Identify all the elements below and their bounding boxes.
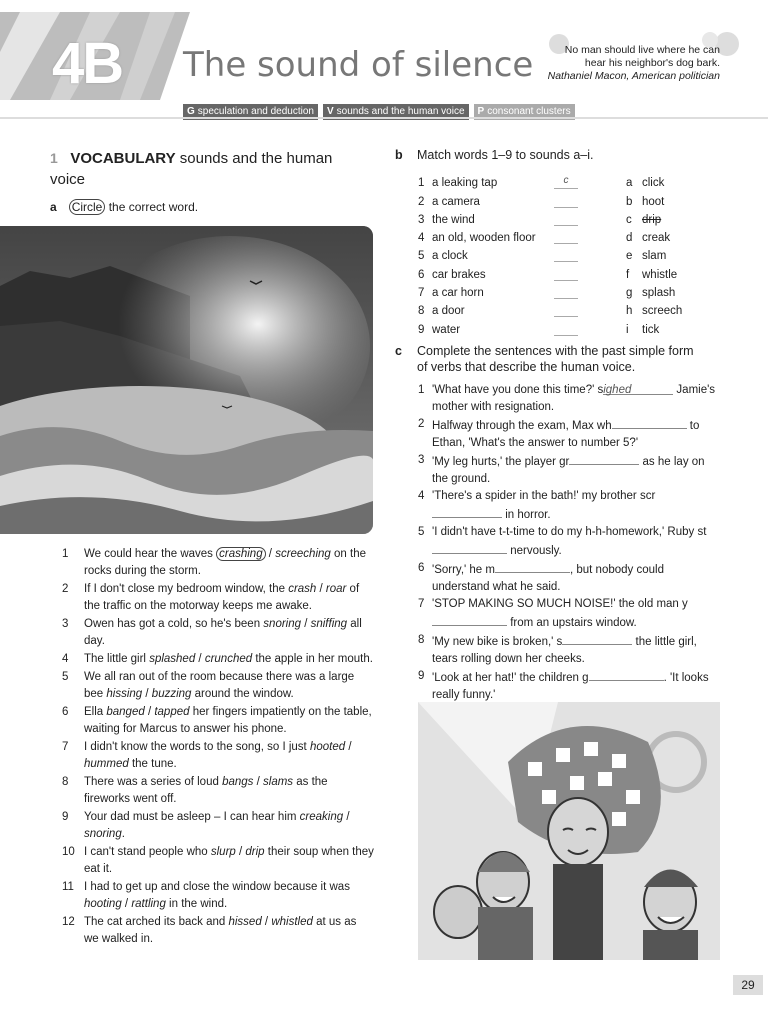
sentence-fragment: at us as we walked in. bbox=[84, 916, 357, 945]
sentence-fragment: / bbox=[301, 618, 311, 630]
fill-blank[interactable]: ighed bbox=[603, 382, 673, 395]
part-b-text: Match words 1–9 to sounds a–i. bbox=[417, 148, 594, 162]
sentence-fragment: / bbox=[142, 688, 152, 700]
completion-item bbox=[418, 416, 723, 452]
sound-word: whistle bbox=[642, 268, 678, 281]
completion-item bbox=[418, 596, 723, 632]
part-a-instruction bbox=[50, 200, 198, 214]
completion-item bbox=[418, 668, 723, 704]
answer-blank[interactable]: c bbox=[554, 175, 578, 189]
section-number: 1 bbox=[50, 150, 58, 166]
quote bbox=[520, 44, 720, 83]
part-c-letter: c bbox=[395, 344, 402, 358]
word-option[interactable]: roar bbox=[325, 583, 347, 595]
fill-blank[interactable] bbox=[432, 541, 507, 554]
word-option[interactable]: hooted bbox=[309, 741, 346, 753]
sentence-fragment: / bbox=[316, 583, 326, 595]
sound-word: screech bbox=[642, 305, 683, 318]
item-text bbox=[84, 651, 374, 668]
quote-source: Nathaniel Macon, American politician bbox=[547, 70, 720, 82]
item-text bbox=[432, 596, 723, 632]
sentence-fragment: their soup when they eat it. bbox=[84, 846, 374, 875]
word-option[interactable]: crash bbox=[288, 583, 317, 595]
sentence-before: 'What have you done this time?' s bbox=[432, 384, 604, 396]
item-number: 4 bbox=[418, 490, 425, 502]
answer-blank[interactable] bbox=[554, 303, 578, 317]
word-option[interactable]: snoring bbox=[84, 828, 122, 840]
match-number: 4 bbox=[418, 232, 425, 245]
item-number: 2 bbox=[418, 418, 425, 430]
word-option[interactable]: splashed bbox=[149, 653, 196, 665]
vocab-item bbox=[62, 669, 374, 703]
sound-word: click bbox=[642, 177, 665, 190]
item-number: 11 bbox=[62, 881, 74, 893]
item-number: 3 bbox=[62, 618, 69, 630]
sentence-fragment: her fingers impatiently on the table, waiting for Marcus to answer his phone. bbox=[84, 706, 372, 735]
sentence-before: 'There's a spider in the bath!' my brother scr bbox=[432, 490, 656, 502]
item-number: 10 bbox=[62, 846, 75, 858]
vocab-item bbox=[62, 616, 374, 650]
word-option[interactable]: sniffing bbox=[310, 618, 348, 630]
sentence-fragment: / bbox=[144, 706, 155, 718]
item-number: 8 bbox=[62, 776, 69, 788]
word-option[interactable]: buzzing bbox=[151, 688, 192, 700]
item-text bbox=[84, 704, 374, 738]
sentence-fragment: . bbox=[121, 828, 125, 840]
quote-line-2: hear his neighbor's dog bark. bbox=[584, 57, 720, 69]
vocab-item bbox=[62, 704, 374, 738]
completion-item bbox=[418, 382, 723, 416]
vocab-item bbox=[62, 546, 374, 580]
sentence-fragment: / bbox=[343, 811, 350, 823]
sentence-completion-list bbox=[418, 382, 723, 704]
unit-badge: 4B bbox=[52, 31, 123, 96]
sentence-before: 'Look at her hat!' the children g bbox=[432, 672, 589, 684]
sentence-after: in horror. bbox=[502, 509, 551, 521]
sentence-fragment: in the wind. bbox=[165, 898, 228, 910]
fill-blank[interactable] bbox=[495, 560, 570, 573]
cartoon-illustration bbox=[418, 702, 720, 960]
word-option[interactable]: hissed bbox=[228, 916, 262, 928]
match-number: 1 bbox=[418, 177, 425, 190]
sentence-fragment: / bbox=[235, 846, 246, 858]
page-title: The sound of silence bbox=[183, 45, 534, 85]
item-number: 7 bbox=[418, 598, 425, 610]
sentence-after: to Ethan, 'What's the answer to number 5?' bbox=[432, 420, 700, 449]
item-text bbox=[84, 914, 374, 948]
sentence-fragment: around the window. bbox=[191, 688, 294, 700]
item-number: 9 bbox=[418, 670, 425, 682]
sentence-fragment: If I don't close my bedroom window, the bbox=[84, 583, 289, 595]
match-number: 5 bbox=[418, 250, 425, 263]
sound-word: creak bbox=[642, 232, 671, 245]
sentence-before: 'I didn't have t-t-time to do my h-h-homework,' Ruby st bbox=[432, 526, 707, 538]
part-b-instruction bbox=[395, 148, 594, 162]
completion-item bbox=[418, 560, 723, 596]
match-word: a camera bbox=[432, 195, 480, 208]
section-heading-vocabulary bbox=[50, 148, 350, 190]
item-number: 3 bbox=[418, 454, 425, 466]
answer-blank[interactable] bbox=[554, 322, 578, 336]
item-text bbox=[432, 382, 723, 416]
fill-blank[interactable] bbox=[612, 416, 687, 429]
match-row bbox=[418, 226, 718, 244]
sound-word: splash bbox=[642, 287, 676, 300]
match-row bbox=[418, 281, 718, 299]
answer-blank[interactable] bbox=[554, 285, 578, 299]
sentence-after: from an upstairs window. bbox=[507, 617, 637, 629]
item-number: 7 bbox=[62, 741, 69, 753]
match-word: a car horn bbox=[432, 287, 484, 300]
sentence-after: , but nobody could understand what he said. bbox=[432, 564, 664, 593]
sentence-fragment: of the traffic on the motorway keeps me awake. bbox=[84, 583, 360, 612]
item-text bbox=[432, 560, 723, 596]
answer-blank[interactable] bbox=[554, 212, 578, 226]
sentence-fragment: all day. bbox=[84, 618, 362, 647]
word-option[interactable]: screeching bbox=[275, 548, 331, 560]
sound-letter: e bbox=[626, 250, 633, 263]
match-row bbox=[418, 189, 718, 207]
sound-word: slam bbox=[642, 250, 667, 263]
match-word: a clock bbox=[432, 250, 468, 263]
fill-blank[interactable] bbox=[589, 668, 664, 681]
item-text bbox=[432, 416, 723, 452]
match-number: 7 bbox=[418, 287, 425, 300]
match-word: water bbox=[432, 323, 461, 336]
match-row bbox=[418, 244, 718, 262]
match-word: a leaking tap bbox=[432, 177, 498, 190]
sound-letter: g bbox=[626, 287, 633, 300]
item-number: 6 bbox=[418, 562, 425, 574]
item-number: 1 bbox=[418, 384, 425, 396]
sentence-fragment: / bbox=[261, 916, 272, 928]
vocab-item bbox=[62, 774, 374, 808]
item-number: 12 bbox=[62, 916, 75, 928]
vocab-item bbox=[62, 879, 374, 913]
word-option[interactable]: snoring bbox=[263, 618, 302, 630]
word-option[interactable]: bangs bbox=[222, 776, 254, 788]
item-text bbox=[84, 581, 374, 615]
item-text bbox=[84, 739, 374, 773]
item-text bbox=[84, 669, 374, 703]
word-option[interactable]: crunched bbox=[204, 653, 253, 665]
sound-letter: b bbox=[626, 195, 633, 208]
word-option[interactable]: slurp bbox=[210, 846, 236, 858]
word-option[interactable]: crashing bbox=[216, 547, 265, 561]
sentence-fragment: We could hear the waves bbox=[84, 548, 217, 560]
part-c-instruction bbox=[395, 343, 725, 375]
fill-blank[interactable] bbox=[569, 452, 639, 465]
sound-word: tick bbox=[642, 323, 660, 336]
tag-grammar: G speculation and deduction bbox=[183, 104, 318, 120]
sentence-after: as he lay on the ground. bbox=[432, 456, 705, 485]
fill-blank[interactable] bbox=[562, 632, 632, 645]
word-option[interactable]: creaking bbox=[299, 811, 344, 823]
item-number: 4 bbox=[62, 653, 69, 665]
sentence-fragment: / bbox=[265, 548, 276, 560]
sentence-fragment: / bbox=[195, 653, 205, 665]
vocab-item bbox=[62, 844, 374, 878]
sentence-fragment: The cat arched its back and bbox=[84, 916, 229, 928]
sentence-fragment: on the rocks during the storm. bbox=[84, 548, 366, 577]
sentence-fragment: I had to get up and close the window because it was bbox=[84, 881, 350, 893]
match-word: car brakes bbox=[432, 268, 486, 281]
tag-vocabulary: V sounds and the human voice bbox=[323, 104, 469, 120]
match-word: a door bbox=[432, 305, 465, 318]
word-option[interactable]: hissing bbox=[106, 688, 143, 700]
match-number: 8 bbox=[418, 305, 425, 318]
item-number: 2 bbox=[62, 583, 69, 595]
sound-letter: f bbox=[626, 268, 630, 281]
part-c-text-2: of verbs that describe the human voice. bbox=[417, 360, 636, 374]
match-number: 2 bbox=[418, 195, 425, 208]
section-title-bold: VOCABULARY bbox=[70, 150, 176, 167]
fill-blank[interactable] bbox=[432, 613, 507, 626]
sentence-fragment: The little girl bbox=[84, 653, 150, 665]
match-row bbox=[418, 299, 718, 317]
sentence-fragment: We all ran out of the room because there was a large bee bbox=[84, 671, 355, 700]
word-option[interactable]: drip bbox=[245, 846, 265, 858]
completion-item bbox=[418, 632, 723, 668]
sound-letter: c bbox=[626, 213, 632, 226]
sentence-after: the little girl, tears rolling down her cheeks. bbox=[432, 636, 697, 665]
word-option[interactable]: slams bbox=[263, 776, 294, 788]
match-row bbox=[418, 208, 718, 226]
word-option[interactable]: hummed bbox=[84, 758, 129, 770]
part-c-text-1: Complete the sentences with the past simple form bbox=[417, 344, 694, 358]
sentence-after: Jamie's mother with resignation. bbox=[432, 384, 716, 413]
sentence-fragment: as the fireworks went off. bbox=[84, 776, 328, 805]
sound-word: hoot bbox=[642, 195, 665, 208]
sentence-fragment: I can't stand people who bbox=[84, 846, 211, 858]
sentence-after: . 'It looks really funny.' bbox=[432, 672, 709, 701]
item-text bbox=[84, 844, 374, 878]
item-text bbox=[432, 668, 723, 704]
word-option[interactable]: banged bbox=[106, 706, 145, 718]
vocab-item bbox=[62, 914, 374, 948]
item-text bbox=[84, 879, 374, 913]
part-b-letter: b bbox=[395, 148, 403, 162]
match-number: 3 bbox=[418, 213, 425, 226]
item-text bbox=[432, 452, 723, 488]
word-option[interactable]: rattling bbox=[131, 898, 166, 910]
vocabulary-exercise-list bbox=[62, 546, 374, 949]
answer-blank[interactable] bbox=[554, 194, 578, 208]
item-number: 5 bbox=[62, 671, 69, 683]
completion-item bbox=[418, 524, 723, 560]
word-option[interactable]: hooting bbox=[84, 898, 122, 910]
sentence-before: 'My new bike is broken,' s bbox=[432, 636, 563, 648]
sound-letter: d bbox=[626, 232, 633, 245]
sentence-fragment: Your dad must be asleep – I can hear him bbox=[84, 811, 300, 823]
item-number: 5 bbox=[418, 526, 425, 538]
item-text bbox=[84, 774, 374, 808]
sentence-before: 'STOP MAKING SO MUCH NOISE!' the old man y bbox=[432, 598, 688, 610]
circled-word: Circle bbox=[69, 199, 106, 215]
fill-blank[interactable] bbox=[432, 505, 502, 518]
sentence-before: 'Sorry,' he m bbox=[432, 564, 495, 576]
sentence-fragment: Owen has got a cold, so he's been bbox=[84, 618, 264, 630]
vocab-item bbox=[62, 581, 374, 615]
header-divider bbox=[0, 117, 768, 119]
item-text bbox=[432, 524, 723, 560]
answer-blank[interactable] bbox=[554, 248, 578, 262]
sound-letter: i bbox=[626, 323, 629, 336]
vocab-item bbox=[62, 809, 374, 843]
vocab-item bbox=[62, 651, 374, 668]
sentence-fragment: Ella bbox=[84, 706, 107, 718]
word-option[interactable]: whistled bbox=[271, 916, 313, 928]
sentence-fragment: / bbox=[253, 776, 264, 788]
item-text bbox=[432, 632, 723, 668]
page-number: 29 bbox=[733, 975, 763, 995]
item-text bbox=[84, 809, 374, 843]
section-title-rest: sounds and the human voice bbox=[50, 150, 333, 188]
sentence-fragment: the apple in her mouth. bbox=[252, 653, 373, 665]
completion-item bbox=[418, 452, 723, 488]
tag-pronunciation: P consonant clusters bbox=[474, 104, 575, 120]
sentence-before: Halfway through the exam, Max wh bbox=[432, 420, 612, 432]
sound-letter: a bbox=[626, 177, 633, 190]
match-word: an old, wooden floor bbox=[432, 232, 536, 245]
match-number: 6 bbox=[418, 268, 425, 281]
answer-blank[interactable] bbox=[554, 230, 578, 244]
completion-item bbox=[418, 488, 723, 524]
item-number: 6 bbox=[62, 706, 69, 718]
sentence-fragment: There was a series of loud bbox=[84, 776, 223, 788]
quote-line-1: No man should live where he can bbox=[564, 44, 720, 56]
item-number: 8 bbox=[418, 634, 425, 646]
part-a-rest: the correct word. bbox=[108, 200, 199, 214]
sentence-after: nervously. bbox=[507, 545, 562, 557]
sentence-before: 'My leg hurts,' the player gr bbox=[432, 456, 570, 468]
part-a-letter: a bbox=[50, 200, 57, 214]
match-number: 9 bbox=[418, 323, 425, 336]
vocab-item bbox=[62, 739, 374, 773]
match-word: the wind bbox=[432, 213, 475, 226]
sentence-fragment: / bbox=[121, 898, 132, 910]
stormy-sea-photo bbox=[0, 226, 373, 534]
match-row bbox=[418, 317, 718, 335]
answer-blank[interactable] bbox=[554, 267, 578, 281]
matching-table bbox=[418, 171, 718, 336]
sentence-fragment: / bbox=[345, 741, 352, 753]
word-option[interactable]: tapped bbox=[154, 706, 190, 718]
item-text bbox=[432, 488, 723, 524]
match-row bbox=[418, 262, 718, 280]
item-text bbox=[84, 546, 374, 580]
sound-word: drip bbox=[642, 213, 662, 226]
item-number: 9 bbox=[62, 811, 69, 823]
item-number: 1 bbox=[62, 548, 69, 560]
match-row bbox=[418, 171, 718, 189]
item-text bbox=[84, 616, 374, 650]
sentence-fragment: I didn't know the words to the song, so I just bbox=[84, 741, 310, 753]
sound-letter: h bbox=[626, 305, 633, 318]
sentence-fragment: the tune. bbox=[128, 758, 177, 770]
